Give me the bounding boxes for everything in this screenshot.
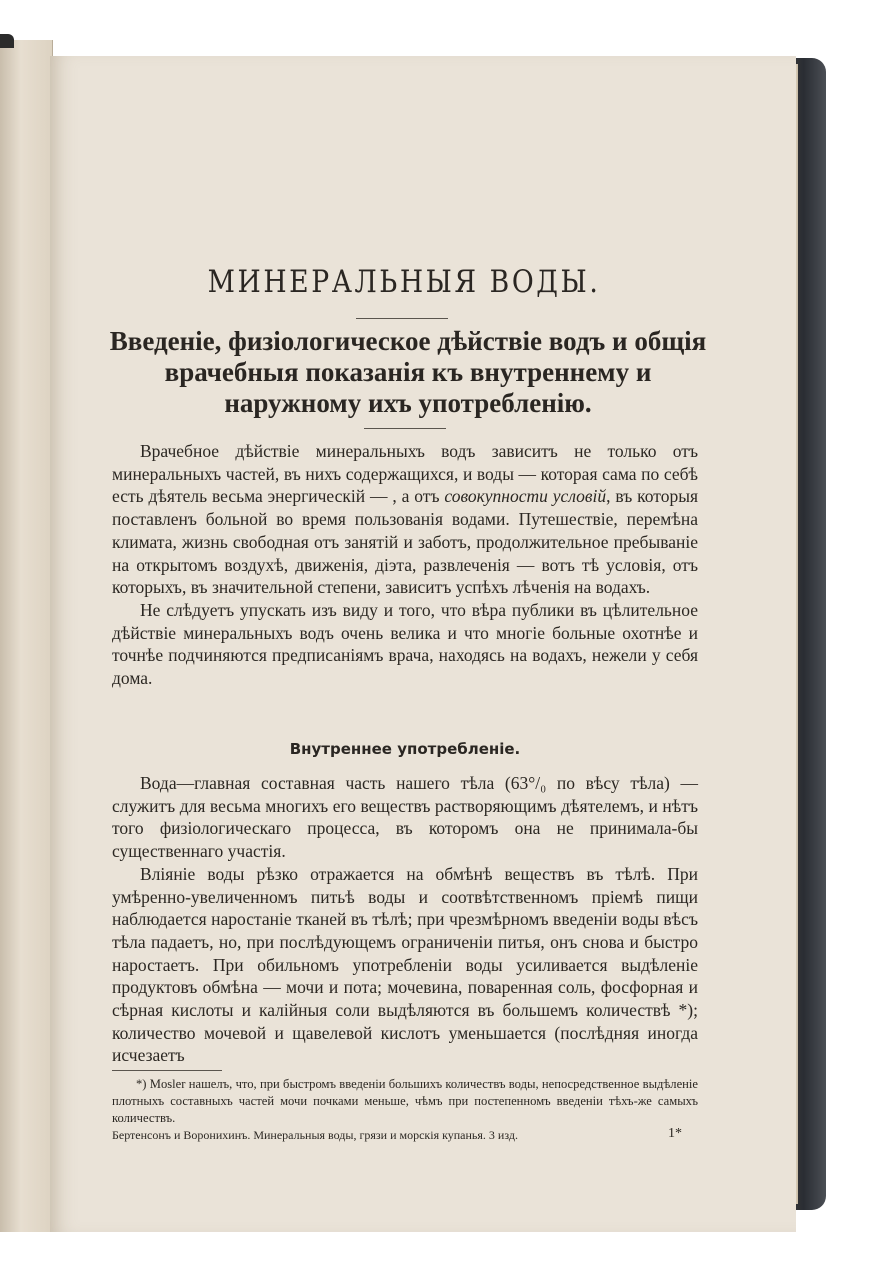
intro-text: [112, 440, 698, 690]
footnote-rule: [112, 1070, 222, 1071]
intro-p1-text-end: , въ которыя поставленъ больной во время пользованія водами. Путешествіе, перемѣна климата, жизнь свободная отъ занятій и заботъ, продолжительное пребываніе на открытомъ воздухѣ, движенія, діэта, развлеченія — вотъ тѣ условія, отъ которыхъ, въ значительной степени, зависитъ успѣхъ лѣченія на водахъ.: [112, 486, 699, 598]
left-page-edge: [0, 40, 53, 1232]
intro-paragraph-2: Не слѣдуетъ упускать изъ виду и того, что вѣра публики въ цѣлительное дѣйствіе минеральныхъ водъ очень велика и что многіе больные охотнѣе и точнѣе подчиняются предписаніямъ врача, находясь на водахъ, нежели у себя дома.: [112, 599, 698, 689]
footnote: [112, 1076, 698, 1127]
signature-mark: 1*: [668, 1126, 682, 1141]
page-footer: [112, 1128, 698, 1143]
chapter-subtitle: Введеніе, физіологическое дѣйствіе водъ и общія врачебныя показанія къ внутреннему и наружному ихъ употребленію.: [109, 326, 707, 418]
page-title: МИНЕРАЛЬНЫЯ ВОДЫ.: [207, 264, 601, 300]
footnote-text: *) Mosler нашелъ, что, при быстромъ введеніи большихъ количествъ воды, непосредственное выдѣленіе плотныхъ составныхъ частей мочи почками меньше, чѣмъ при постепенномъ введеніи тѣхъ-же самыхъ количествъ.: [112, 1077, 698, 1125]
section-heading: Внутреннее употребленіе.: [289, 740, 521, 758]
intro-p1-italic: совокупности условій: [444, 486, 607, 507]
book-page: [50, 56, 796, 1232]
intro-p1-text: Врачебное дѣйствіе минеральныхъ водъ зависитъ не только отъ минеральныхъ частей, въ нихъ содержащихся, и воды — которая сама по себѣ есть дѣятель весьма энергическій — , а отъ: [112, 441, 698, 507]
subtitle-rule: [364, 428, 446, 429]
title-rule: [356, 318, 448, 319]
footer-source: Бертенсонъ и Воронихинъ. Минеральныя воды, грязи и морскія купанья. 3 изд.: [112, 1128, 518, 1142]
left-cover-corner: [0, 34, 14, 48]
section-text: [112, 772, 698, 1067]
intro-paragraph-1: [112, 440, 698, 599]
section-paragraph-2: Вліяніе воды рѣзко отражается на обмѣнѣ веществъ въ тѣлѣ. При умѣренно-увеличенномъ питьѣ воды и соотвѣтственномъ пріемѣ пищи наблюдается наростаніе тканей въ тѣлѣ; при чрезмѣрномъ введеніи воды вѣсъ тѣла падаетъ, но, при послѣдующемъ ограниченіи питья, онъ снова и быстро наростаетъ. При обильномъ употребленіи воды усиливается выдѣленіе продуктовъ обмѣна — мочи и пота; мочевина, поваренная соль, фосфорная и сѣрная кислоты и калійныя соли выдѣляются въ большемъ количествѣ *); количество мочевой и щавелевой кислотъ уменьшается (послѣдняя иногда исчезаетъ: [112, 863, 698, 1066]
section-paragraph-1: Вода—главная составная часть нашего тѣла (63°/₀ по вѣсу тѣла) — служитъ для весьма многихъ его веществъ растворяющимъ дѣятелемъ, и нѣтъ того физіологическаго процесса, въ которомъ она не принимала-бы существеннаго участія.: [112, 773, 698, 862]
